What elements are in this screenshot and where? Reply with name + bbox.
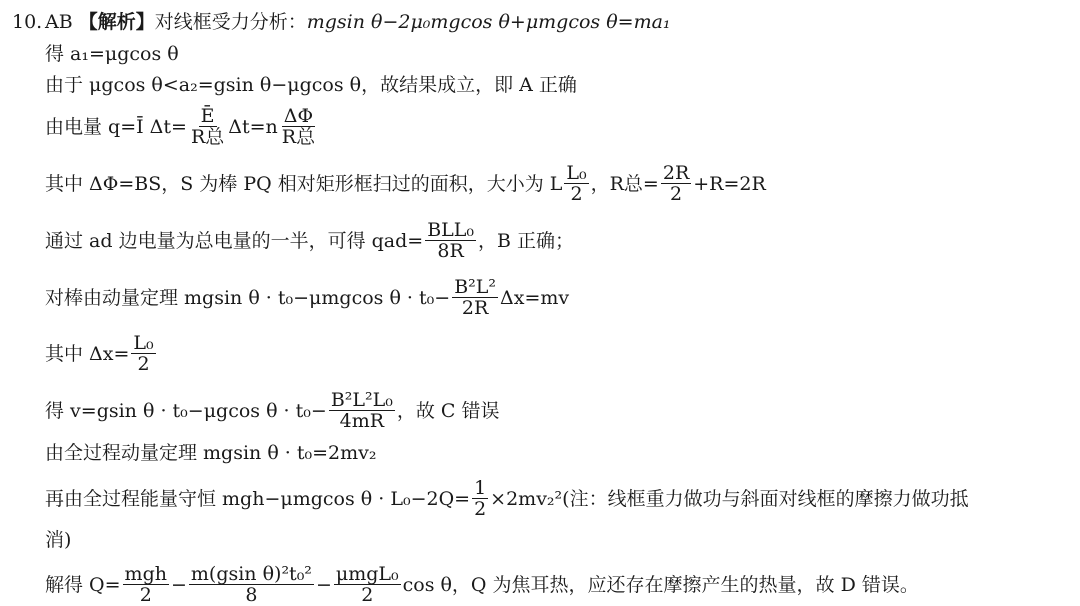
question-number: 10.	[12, 11, 43, 33]
fraction-denominator: 2	[139, 584, 152, 606]
minus-sign: −	[170, 573, 187, 596]
fraction-numerator: μmgL₀	[335, 563, 399, 585]
line-5	[0, 163, 766, 204]
fraction-momentum-over-8	[189, 564, 314, 605]
fraction-numerator: 1	[474, 477, 487, 499]
answer: AB	[45, 11, 73, 33]
line-6-post: ，B 正确；	[478, 229, 575, 252]
line-7	[0, 277, 569, 318]
line-1-text: 对线框受力分析：	[154, 11, 307, 33]
minus-sign: −	[315, 573, 332, 596]
fraction-denominator: 2	[670, 183, 683, 205]
line-2-text: 得 a₁=μgcos θ	[45, 43, 179, 65]
fraction-denominator: 2	[570, 183, 583, 205]
fraction-numerator: B²L²	[454, 276, 497, 298]
line-4	[0, 106, 319, 147]
fraction-b2l2-over-2r	[452, 277, 498, 318]
fraction-denominator: 2	[137, 353, 150, 375]
fraction-numerator: B²L²L₀	[330, 389, 393, 411]
fraction-numerator: BLL₀	[427, 219, 475, 241]
line-13-pre: 解得 Q=	[45, 573, 121, 596]
fraction-e-over-r	[189, 106, 226, 147]
line-3	[0, 73, 577, 97]
fraction-bll0-over-8r	[425, 220, 476, 261]
fraction-denominator: 2	[361, 584, 374, 606]
line-4-mid: Δt=n	[228, 115, 278, 138]
line-11	[0, 478, 969, 519]
fraction-b2l2l0-over-4mr	[329, 390, 395, 431]
fraction-numerator: m(gsin θ)²t₀²	[190, 563, 312, 585]
fraction-l0-over-2	[564, 163, 588, 204]
fraction-denominator: R总	[281, 126, 316, 148]
line-12-text: 消)	[45, 529, 72, 551]
fraction-numerator: L₀	[133, 332, 154, 354]
line-4-pre: 由电量 q=Ī Δt=	[45, 115, 187, 138]
line-13	[0, 564, 919, 605]
fraction-numerator: L₀	[566, 162, 587, 184]
line-13-post: cos θ，Q 为焦耳热，应还存在摩擦产生的热量，故 D 错误。	[402, 573, 919, 596]
line-9-post: ，故 C 错误	[396, 399, 500, 422]
fraction-dphi-over-r	[280, 106, 317, 147]
fraction-denominator: 8R	[437, 240, 464, 262]
fraction-denominator: 2	[474, 498, 487, 520]
line-11-post: ×2mv₂²(注：线框重力做功与斜面对线框的摩擦力做功抵	[490, 487, 969, 510]
line-8	[0, 333, 158, 374]
fraction-numerator: mgh	[124, 563, 167, 585]
line-6	[0, 220, 574, 261]
fraction-mgh-over-2	[123, 564, 169, 605]
line-1-equation: mgsin θ−2μ₀mgcos θ+μmgcos θ=ma₁	[306, 11, 671, 33]
fraction-numerator: Ē	[200, 105, 215, 127]
line-3-text: 由于 μgcos θ<a₂=gsin θ−μgcos θ，故结果成立，即 A 正确	[45, 74, 577, 96]
fraction-denominator: R总	[190, 126, 225, 148]
line-6-pre: 通过 ad 边电量为总电量的一半，可得 qad=	[45, 229, 424, 252]
line-10	[0, 441, 377, 465]
fraction-numerator: 2R	[662, 162, 690, 184]
fraction-denominator: 4mR	[339, 410, 385, 432]
fraction-2r-over-2	[661, 163, 691, 204]
fraction-numerator: ΔΦ	[283, 105, 314, 127]
line-11-pre: 再由全过程能量守恒 mgh−μmgcos θ · L₀−2Q=	[45, 487, 471, 510]
fraction-l0-over-2	[131, 333, 155, 374]
fraction-umgl0-over-2	[334, 564, 401, 605]
line-8-pre: 其中 Δx=	[45, 342, 130, 365]
fraction-1-over-2	[472, 478, 488, 519]
fraction-denominator: 8	[245, 584, 258, 606]
analysis-tag: 【解析】	[78, 11, 155, 33]
line-5-post: +R=2R	[693, 172, 766, 195]
line-10-text: 由全过程动量定理 mgsin θ · t₀=2mv₂	[45, 442, 377, 464]
line-12	[0, 528, 71, 552]
line-5-pre: 其中 ΔΦ=BS，S 为棒 PQ 相对矩形框扫过的面积，大小为 L	[45, 172, 563, 195]
line-7-post: Δx=mv	[500, 286, 570, 309]
line-2	[0, 42, 179, 66]
line-7-pre: 对棒由动量定理 mgsin θ · t₀−μmgcos θ · t₀−	[45, 286, 451, 309]
line-9	[0, 390, 499, 431]
line-9-pre: 得 v=gsin θ · t₀−μgcos θ · t₀−	[45, 399, 327, 422]
line-1	[0, 10, 671, 34]
line-5-mid: ，R总=	[590, 172, 659, 195]
fraction-denominator: 2R	[461, 297, 489, 319]
